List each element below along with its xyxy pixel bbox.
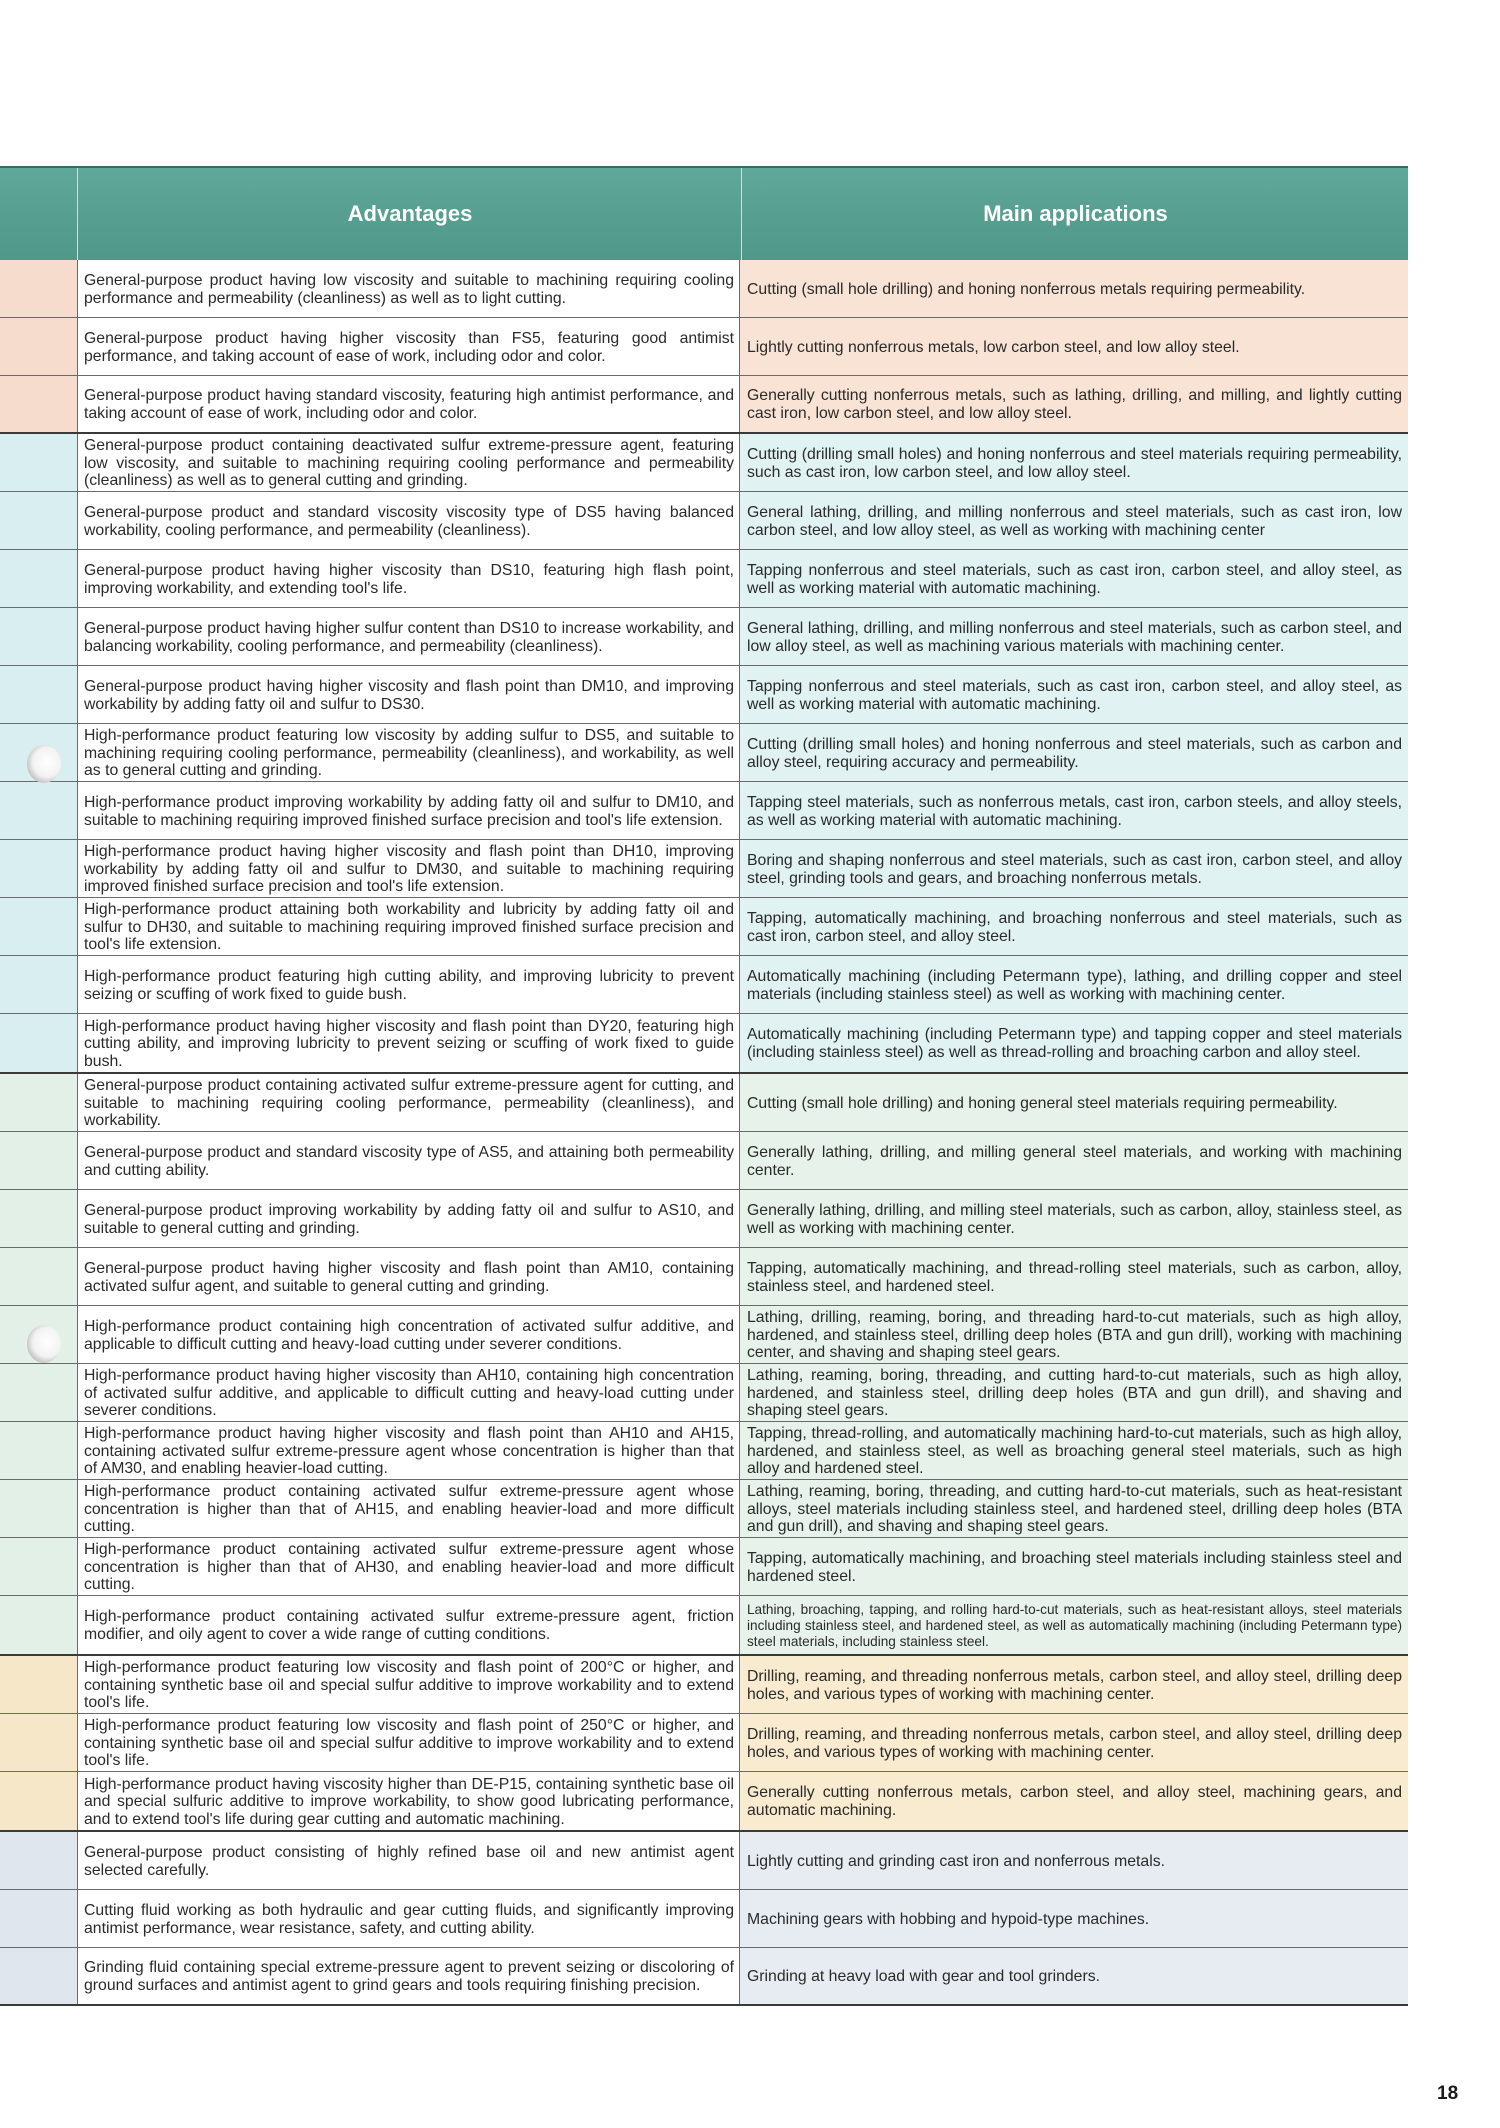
group-color-cell (0, 1596, 78, 1654)
applications-text: Lightly cutting and grinding cast iron and nonferrous metals. (747, 1852, 1165, 1870)
applications-cell (741, 550, 1408, 607)
applications-text: Tapping, automatically machining, and broaching nonferrous and steel materials, such as cast iron, carbon steel, and alloy steel. (747, 909, 1402, 945)
advantages-cell (78, 1422, 740, 1479)
applications-text: Grinding at heavy load with gear and tool grinders. (747, 1968, 1101, 1986)
group-header-cell (0, 168, 76, 260)
advantages-text: High-performance product containing activated sulfur extreme-pressure agent, friction modifier, and oily agent to cover a wide range of cutting conditions. (84, 1608, 734, 1643)
advantages-header: Advantages (77, 168, 742, 260)
group-color-cell (0, 1772, 78, 1830)
applications-text: Lathing, drilling, reaming, boring, and threading hard-to-cut materials, such as high alloy, hardened, and stainless steel, drilling deep holes (BTA and gun drill), working with machining center, and shaving and shaping steel gears. (747, 1309, 1402, 1362)
advantages-cell (78, 956, 740, 1013)
applications-cell (741, 1480, 1408, 1537)
advantages-text: General-purpose product and standard viscosity viscosity type of DS5 having balanced workability, cooling performance, and permeability (cleanliness). (84, 503, 734, 539)
advantages-cell (78, 1132, 740, 1189)
applications-header: Main applications (741, 168, 1409, 260)
group-color-cell (0, 318, 78, 375)
group-color-cell (0, 1248, 78, 1305)
applications-text: Generally lathing, drilling, and milling steel materials, such as carbon, alloy, stainless steel, as well as working with machining center. (747, 1201, 1402, 1237)
advantages-cell (78, 1306, 740, 1363)
applications-text: General lathing, drilling, and milling nonferrous and steel materials, such as cast iron, low carbon steel, and low alloy steel, as well as working with machining center (747, 503, 1402, 539)
applications-cell (741, 1364, 1408, 1421)
applications-text: Cutting (small hole drilling) and honing nonferrous metals requiring permeability. (747, 280, 1306, 298)
applications-cell (741, 318, 1408, 375)
table-row (0, 1772, 1408, 1832)
group-color-cell (0, 1014, 78, 1072)
advantages-text: High-performance product featuring low viscosity by adding sulfur to DS5, and suitable to machining requiring cooling performance, permeability (cleanliness), and workability, as well as to general cutting and grinding. (84, 727, 734, 780)
table-row (0, 840, 1408, 898)
advantages-cell (78, 840, 740, 897)
advantages-cell (78, 782, 740, 839)
applications-text: Lightly cutting nonferrous metals, low carbon steel, and low alloy steel. (747, 338, 1240, 356)
applications-text: Tapping nonferrous and steel materials, such as cast iron, carbon steel, and alloy steel, as well as working material with automatic machining. (747, 561, 1402, 597)
advantages-text: High-performance product having higher viscosity and flash point than AH10 and AH15, containing activated sulfur extreme-pressure agent whose concentration is higher than that of AM30, and enabling heavier-load cutting. (84, 1425, 734, 1478)
advantages-text: Grinding fluid containing special extreme-pressure agent to prevent seizing or discoloring of ground surfaces and antimist agent to grind gears and tools requiring finishing precision. (84, 1959, 734, 1994)
applications-cell (741, 1890, 1408, 1947)
advantages-text: High-performance product featuring low viscosity and flash point of 250°C or higher, and containing synthetic base oil and special sulfur additive to improve workability and to extend tool's life. (84, 1717, 734, 1770)
applications-text: Lathing, broaching, tapping, and rolling hard-to-cut materials, such as heat-resistant alloys, steel materials including stainless steel, and hardened steel, as well as automatically machining (including Petermann type) steel materials, including stainless steel. (747, 1602, 1402, 1649)
table-row (0, 1422, 1408, 1480)
applications-cell (741, 1772, 1408, 1830)
advantages-text: High-performance product containing activated sulfur extreme-pressure agent whose concentration is higher than that of AH15, and enabling heavier-load and more difficult cutting. (84, 1483, 734, 1536)
table-row (0, 1248, 1408, 1306)
advantages-cell (78, 550, 740, 607)
table-row (0, 1596, 1408, 1656)
advantages-cell (78, 1364, 740, 1421)
group-color-cell (0, 608, 78, 665)
applications-text: Boring and shaping nonferrous and steel materials, such as cast iron, carbon steel, and alloy steel, grinding tools and gears, and broaching nonferrous metals. (747, 851, 1402, 887)
table-row (0, 1890, 1408, 1948)
applications-text: Generally cutting nonferrous metals, such as lathing, drilling, and milling, and lightly cutting cast iron, low carbon steel, and low alloy steel. (747, 387, 1402, 422)
group-color-cell (0, 376, 78, 432)
group-color-cell (0, 898, 78, 955)
advantages-cell (78, 1480, 740, 1537)
advantages-text: General-purpose product having higher viscosity and flash point than AM10, containing activated sulfur agent, and suitable to general cutting and grinding. (84, 1259, 734, 1295)
advantages-cell (78, 376, 740, 432)
table-row (0, 956, 1408, 1014)
applications-cell (741, 608, 1408, 665)
group-color-cell (0, 1832, 78, 1889)
applications-text: Automatically machining (including Petermann type), lathing, and drilling copper and steel materials (including stainless steel) as well as working with machining center. (747, 967, 1402, 1003)
advantages-cell (78, 492, 740, 549)
group-color-cell (0, 260, 78, 317)
advantages-cell (78, 1538, 740, 1595)
advantages-text: High-performance product containing high concentration of activated sulfur additive, and applicable to difficult cutting and heavy-load cutting under severer conditions. (84, 1317, 734, 1353)
advantages-text: General-purpose product containing activated sulfur extreme-pressure agent for cutting, and suitable to machining requiring cooling performance, permeability (cleanliness), and workability. (84, 1077, 734, 1130)
advantages-text: High-performance product having higher viscosity and flash point than DY20, featuring high cutting ability, and improving lubricity to prevent seizing or scuffing of work fixed to guide bush. (84, 1017, 734, 1070)
advantages-text: General-purpose product having higher viscosity than FS5, featuring good antimist performance, and taking account of ease of work, including odor and color. (84, 329, 734, 365)
advantages-text: General-purpose product having low viscosity and suitable to machining requiring cooling performance and permeability (cleanliness) as well as to light cutting. (84, 271, 734, 307)
advantages-cell (78, 724, 740, 781)
applications-cell (741, 840, 1408, 897)
group-color-cell (0, 1422, 78, 1479)
applications-cell (741, 434, 1408, 491)
applications-cell (741, 956, 1408, 1013)
advantages-text: High-performance product containing activated sulfur extreme-pressure agent whose concentration is higher than that of AH30, and enabling heavier-load and more difficult cutting. (84, 1541, 734, 1594)
applications-text: Automatically machining (including Petermann type) and tapping copper and steel materials (including stainless steel) as well as thread-rolling and broaching carbon and alloy steel. (747, 1026, 1402, 1061)
advantages-cell (78, 1190, 740, 1247)
advantages-cell (78, 434, 740, 491)
binder-hole (27, 1325, 61, 1363)
applications-cell (741, 1832, 1408, 1889)
applications-cell (741, 1190, 1408, 1247)
advantages-text: General-purpose product having higher sulfur content than DS10 to increase workability, and balancing workability, cooling performance, and permeability (cleanliness). (84, 619, 734, 655)
advantages-text: General-purpose product having higher viscosity and flash point than DM10, and improving workability by adding fatty oil and sulfur to DS30. (84, 677, 734, 713)
applications-cell (741, 1306, 1408, 1363)
advantages-text: High-performance product having higher viscosity and flash point than DH10, improving workability by adding fatty oil and sulfur to DM30, and suitable to machining requiring improved finished surface precision and tool's life extension. (84, 843, 734, 896)
table-row (0, 1538, 1408, 1596)
group-color-cell (0, 550, 78, 607)
page-number: 18 (1437, 2083, 1459, 2104)
advantages-cell (78, 666, 740, 723)
table-row (0, 260, 1408, 318)
advantages-text: Cutting fluid working as both hydraulic and gear cutting fluids, and significantly improving antimist performance, wear resistance, safety, and cutting ability. (84, 1901, 734, 1937)
applications-cell (741, 666, 1408, 723)
applications-cell (741, 898, 1408, 955)
applications-text: Tapping nonferrous and steel materials, such as cast iron, carbon steel, and alloy steel, as well as working material with automatic machining. (747, 677, 1402, 713)
group-color-cell (0, 434, 78, 491)
table-row (0, 1714, 1408, 1772)
table-row (0, 434, 1408, 492)
advantages-text: General-purpose product having standard viscosity, featuring high antimist performance, and taking account of ease of work, including odor and color. (84, 387, 734, 422)
applications-cell (741, 1714, 1408, 1771)
applications-cell (741, 1948, 1408, 2004)
advantages-cell (78, 1656, 740, 1713)
group-color-cell (0, 1948, 78, 2004)
advantages-cell (78, 1074, 740, 1131)
advantages-text: High-performance product featuring high cutting ability, and improving lubricity to prevent seizing or scuffing of work fixed to guide bush. (84, 967, 734, 1003)
applications-text: Cutting (small hole drilling) and honing general steel materials requiring permeability. (747, 1094, 1338, 1112)
table-row (0, 1656, 1408, 1714)
applications-text: Cutting (drilling small holes) and honing nonferrous and steel materials requiring permeability, such as cast iron, low carbon steel, and low alloy steel. (747, 445, 1402, 481)
applications-text: Tapping, thread-rolling, and automatically machining hard-to-cut materials, such as high alloy, hardened, and stainless steel, as well as broaching general steel materials, such as high alloy and hardened steel. (747, 1425, 1402, 1478)
advantages-text: General-purpose product consisting of highly refined base oil and new antimist agent selected carefully. (84, 1843, 734, 1879)
advantages-cell (78, 1248, 740, 1305)
applications-text: Tapping steel materials, such as nonferrous metals, cast iron, carbon steels, and alloy steels, as well as working material with automatic machining. (747, 793, 1402, 829)
advantages-cell (78, 1596, 740, 1654)
applications-cell (741, 1656, 1408, 1713)
group-color-cell (0, 1656, 78, 1713)
group-color-cell (0, 1480, 78, 1537)
table-row (0, 1014, 1408, 1074)
table-row (0, 782, 1408, 840)
applications-text: Tapping, automatically machining, and broaching steel materials including stainless steel and hardened steel. (747, 1549, 1402, 1585)
advantages-cell (78, 318, 740, 375)
group-color-cell (0, 1890, 78, 1947)
table-row (0, 666, 1408, 724)
advantages-cell (78, 260, 740, 317)
applications-text: Generally lathing, drilling, and milling general steel materials, and working with machining center. (747, 1143, 1402, 1179)
applications-cell (741, 1422, 1408, 1479)
advantages-cell (78, 1014, 740, 1072)
applications-text: Lathing, reaming, boring, threading, and cutting hard-to-cut materials, such as high alloy, hardened, and stainless steel, drilling deep holes (BTA and gun drill), and shaving and shaping steel gears. (747, 1367, 1402, 1420)
table-row (0, 1074, 1408, 1132)
advantages-cell (78, 608, 740, 665)
table-row (0, 492, 1408, 550)
applications-text: Lathing, reaming, boring, threading, and cutting hard-to-cut materials, such as heat-resistant alloys, steel materials including stainless steel, and hardened steel, drilling deep holes (BTA and gun drill), and shaving and shaping steel gears. (747, 1483, 1402, 1536)
applications-cell (741, 724, 1408, 781)
applications-cell (741, 376, 1408, 432)
applications-text: Drilling, reaming, and threading nonferrous metals, carbon steel, and alloy steel, drilling deep holes, and various types of working with machining center. (747, 1725, 1402, 1761)
group-color-cell (0, 1714, 78, 1771)
group-color-cell (0, 492, 78, 549)
applications-text: Cutting (drilling small holes) and honing nonferrous and steel materials, such as carbon and alloy steel, requiring accuracy and permeability. (747, 735, 1402, 771)
table-row (0, 1948, 1408, 2006)
advantages-text: General-purpose product improving workability by adding fatty oil and sulfur to AS10, and suitable to general cutting and grinding. (84, 1201, 734, 1237)
group-color-cell (0, 1132, 78, 1189)
advantages-text: High-performance product featuring low viscosity and flash point of 200°C or higher, and containing synthetic base oil and special sulfur additive to improve workability and to extend tool's life. (84, 1659, 734, 1712)
table-row (0, 1132, 1408, 1190)
applications-text: Generally cutting nonferrous metals, carbon steel, and alloy steel, machining gears, and automatic machining. (747, 1784, 1402, 1819)
advantages-cell (78, 1832, 740, 1889)
advantages-text: High-performance product attaining both workability and lubricity by adding fatty oil and sulfur to DH30, and suitable to machining requiring improved finished surface precision and tool's life extension. (84, 901, 734, 954)
applications-cell (741, 1596, 1408, 1654)
table-row (0, 1364, 1408, 1422)
table-header (0, 166, 1408, 262)
advantages-cell (78, 1714, 740, 1771)
applications-text: General lathing, drilling, and milling nonferrous and steel materials, such as carbon steel, and low alloy steel, as well as machining various materials with machining center. (747, 619, 1402, 655)
table-row (0, 724, 1408, 782)
applications-text: Tapping, automatically machining, and thread-rolling steel materials, such as carbon, alloy, stainless steel, and hardened steel. (747, 1259, 1402, 1295)
group-color-cell (0, 1074, 78, 1131)
group-color-cell (0, 1538, 78, 1595)
advantages-text: General-purpose product containing deactivated sulfur extreme-pressure agent, featuring low viscosity, and suitable to machining requiring cooling performance and permeability (cleanliness) as well as to general cutting and grinding. (84, 437, 734, 490)
applications-cell (741, 1074, 1408, 1131)
applications-text: Machining gears with hobbing and hypoid-type machines. (747, 1910, 1150, 1928)
group-color-cell (0, 1364, 78, 1421)
advantages-text: High-performance product improving workability by adding fatty oil and sulfur to DM10, and suitable to machining requiring improved finished surface precision and tool's life extension. (84, 793, 734, 829)
advantages-cell (78, 1890, 740, 1947)
group-color-cell (0, 666, 78, 723)
group-color-cell (0, 782, 78, 839)
applications-cell (741, 492, 1408, 549)
table-row (0, 318, 1408, 376)
binder-hole (27, 745, 61, 783)
advantages-text: General-purpose product having higher viscosity than DS10, featuring high flash point, improving workability, and extending tool's life. (84, 561, 734, 597)
table-row (0, 1832, 1408, 1890)
advantages-cell (78, 1772, 740, 1830)
table-row (0, 898, 1408, 956)
group-color-cell (0, 956, 78, 1013)
applications-cell (741, 1538, 1408, 1595)
applications-cell (741, 1014, 1408, 1072)
table-row (0, 550, 1408, 608)
table-row (0, 608, 1408, 666)
applications-cell (741, 260, 1408, 317)
group-color-cell (0, 840, 78, 897)
applications-cell (741, 782, 1408, 839)
table-row (0, 1480, 1408, 1538)
applications-cell (741, 1132, 1408, 1189)
advantages-cell (78, 1948, 740, 2004)
group-color-cell (0, 1190, 78, 1247)
advantages-text: High-performance product having higher viscosity than AH10, containing high concentration of activated sulfur additive, and applicable to difficult cutting and heavy-load cutting under severer conditions. (84, 1367, 734, 1420)
advantages-cell (78, 898, 740, 955)
applications-text: Drilling, reaming, and threading nonferrous metals, carbon steel, and alloy steel, drilling deep holes, and various types of working with machining center. (747, 1667, 1402, 1703)
advantages-text: General-purpose product and standard viscosity type of AS5, and attaining both permeability and cutting ability. (84, 1143, 734, 1179)
table-row (0, 1190, 1408, 1248)
advantages-text: High-performance product having viscosity higher than DE-P15, containing synthetic base oil and special sulfuric additive to improve workability, to show good lubricating performance, and to extend tool's life during gear cutting and automatic machining. (84, 1775, 734, 1828)
applications-cell (741, 1248, 1408, 1305)
table-row (0, 1306, 1408, 1364)
table-row (0, 376, 1408, 434)
